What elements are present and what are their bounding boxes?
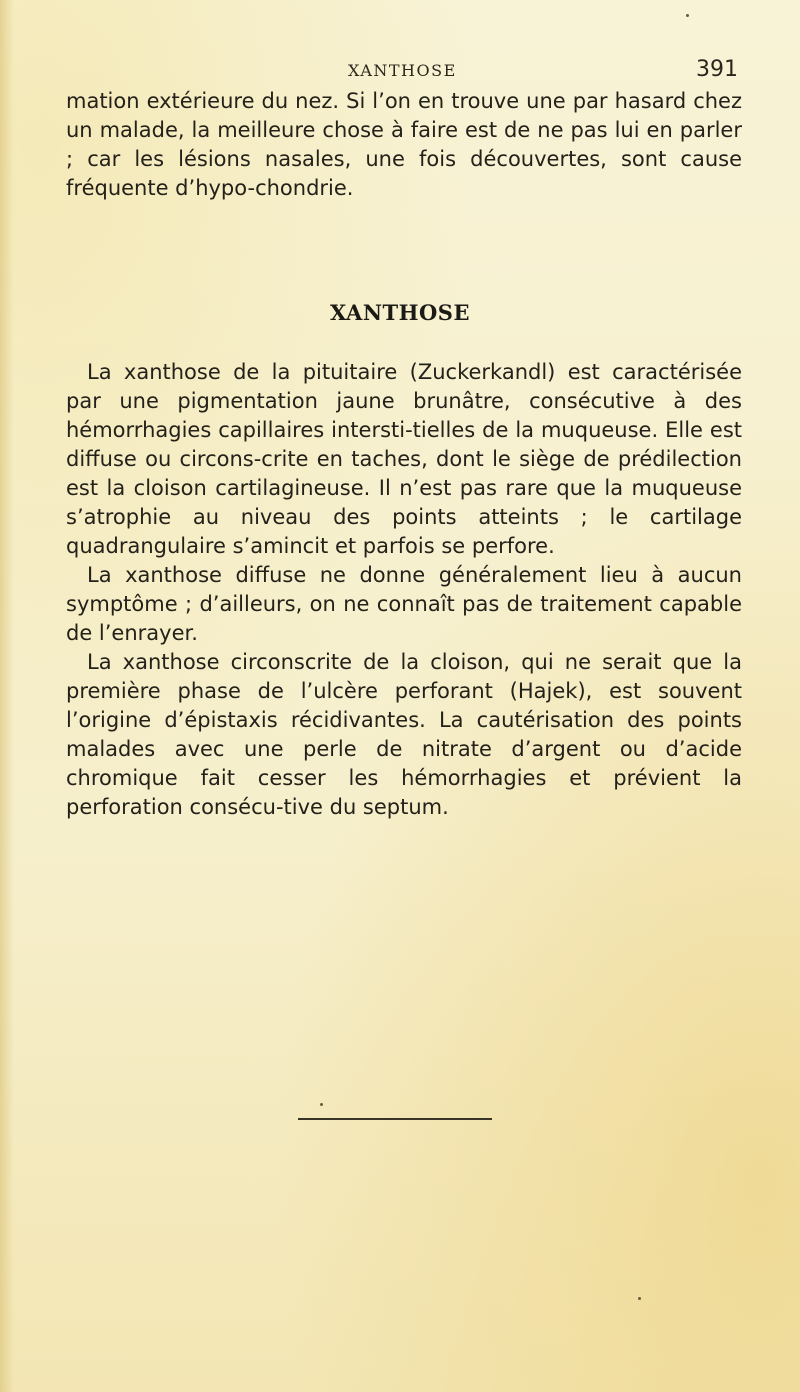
paragraph-circumscribed: La xanthose circonscrite de la cloison, qui ne serait que la première phase de l’ulcère perforant (Hajek), est souvent l’origine d’épistaxis récidivantes. La cautérisation des points malades avec une perle de nitrate d’argent ou d’acide chromique fait cesser les hémorrhagies et prévient la perforation consécu-tive du septum. xyxy=(66,650,742,819)
end-rule xyxy=(298,1118,492,1120)
page-edge-shadow xyxy=(0,0,14,1392)
paragraph-diffuse: La xanthose diffuse ne donne généralement lieu à aucun symptôme ; d’ailleurs, on ne connaît pas de traitement capable de l’enrayer. xyxy=(66,563,742,645)
continuation-text xyxy=(66,87,742,203)
paper-speck xyxy=(638,1297,641,1300)
paper-speck xyxy=(320,1103,323,1106)
page-header xyxy=(60,57,750,87)
section-heading: XANTHOSE xyxy=(330,300,470,325)
paragraph-definition: La xanthose de la pituitaire (Zuckerkandl) est caractérisée par une pigmentation jaune brunâtre, consécutive à des hémorrhagies capillaires intersti-tielles de la muqueuse. Elle est diffuse ou circons-crite en taches, dont le siège de prédilection est la cloison cartilagineuse. Il n’est pas rare que la muqueuse s’atrophie au niveau des points atteints ; le cartilage quadrangulaire s’amincit et parfois se perfore. xyxy=(66,360,742,558)
paper-speck xyxy=(686,14,689,17)
running-title: XANTHOSE xyxy=(348,61,457,80)
section-body xyxy=(66,358,742,822)
continuation-paragraph: mation extérieure du nez. Si l’on en trouve une par hasard chez un malade, la meilleure chose à faire est de ne pas lui en parler ; car les lésions nasales, une fois découvertes, sont cause fréquente d’hypo-chondrie. xyxy=(66,89,742,200)
page-number: 391 xyxy=(696,57,738,82)
